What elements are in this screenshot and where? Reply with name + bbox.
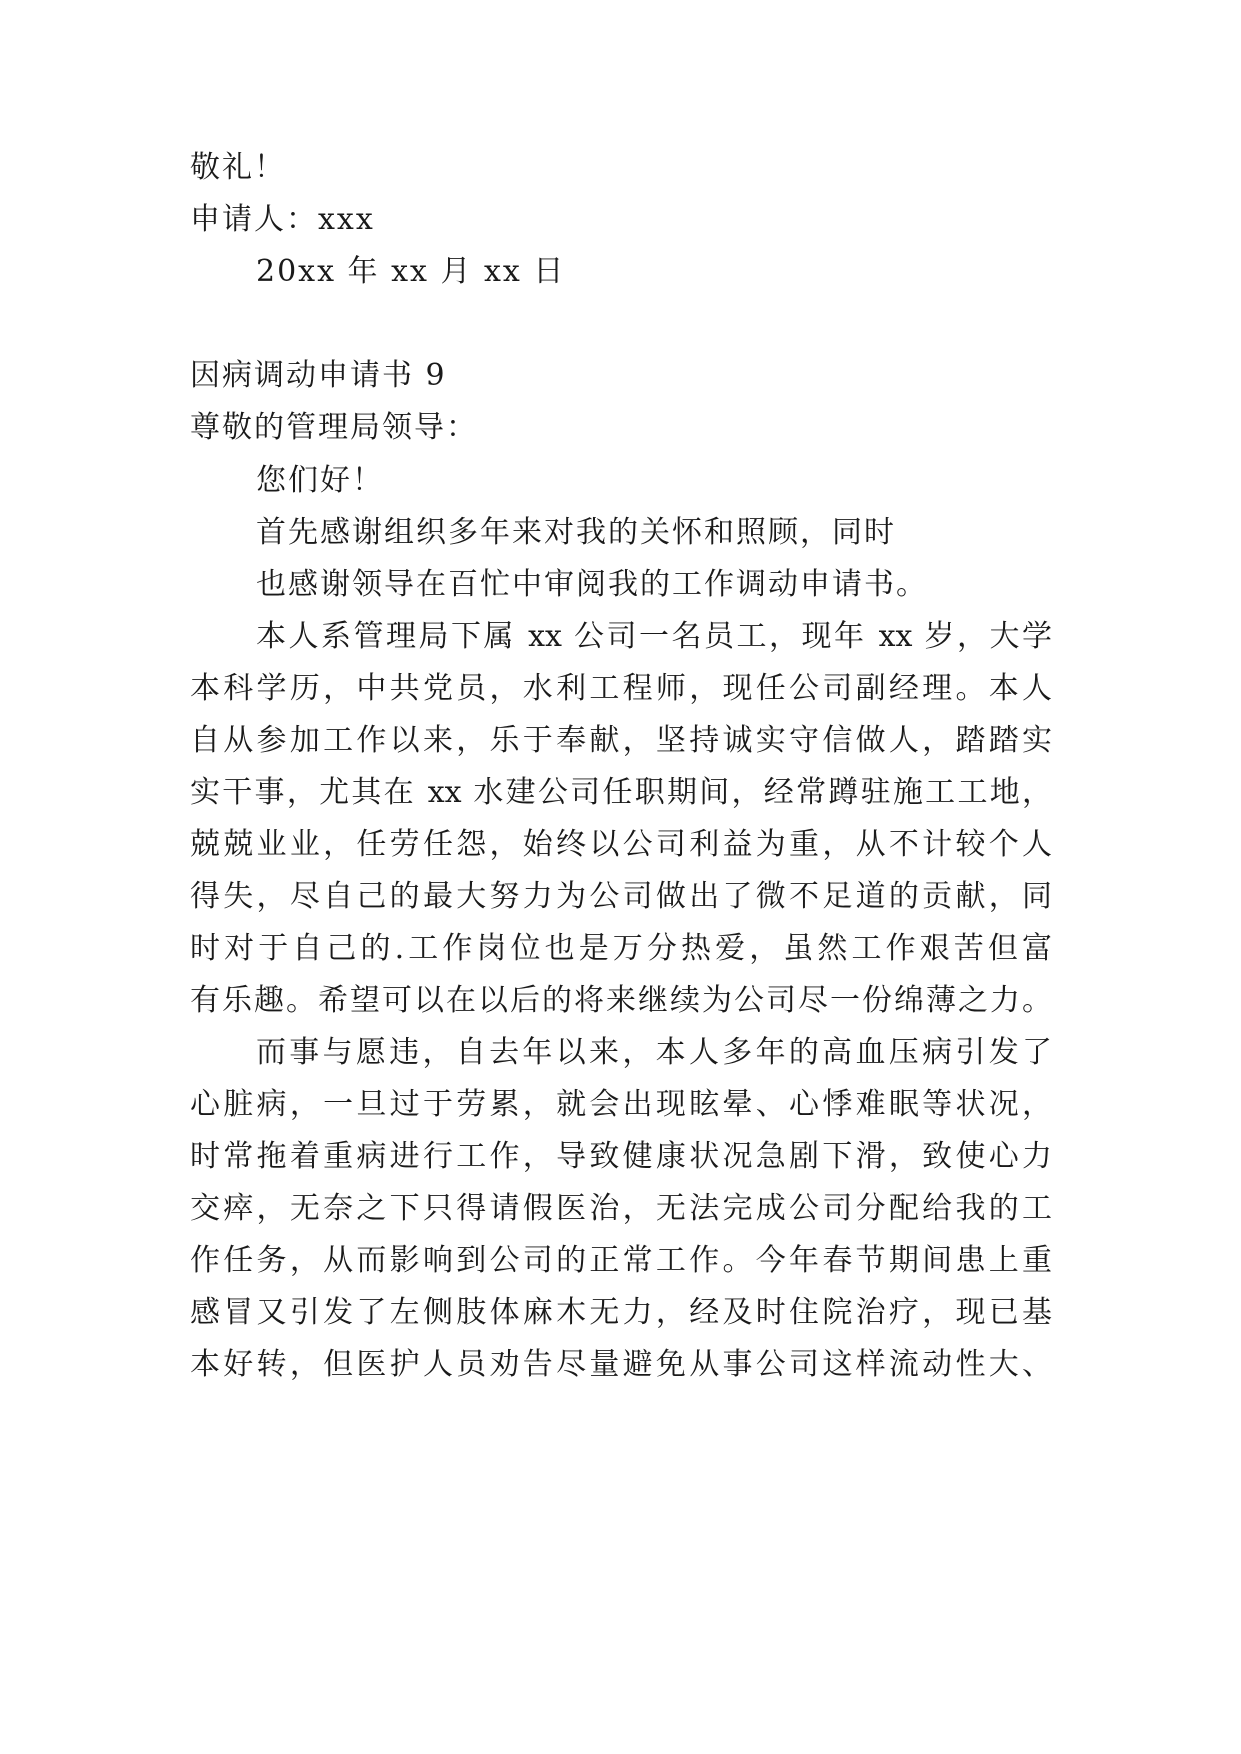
body-line: 本人系管理局下属 xx 公司一名员工，现年 xx 岁，大学 xyxy=(256,619,1052,654)
body-line: 心脏病，一旦过于劳累，就会出现眩晕、心悸难眠等状况， xyxy=(190,1087,1052,1122)
body-line: 交瘁，无奈之下只得请假医治，无法完成公司分配给我的工 xyxy=(190,1191,1052,1226)
body-line: 实干事，尤其在 xx 水建公司任职期间，经常蹲驻施工工地， xyxy=(190,775,1052,810)
letter-recipient: 尊敬的管理局领导： xyxy=(190,410,478,445)
body-line: 时常拖着重病进行工作，导致健康状况急剧下滑，致使心力 xyxy=(190,1139,1052,1174)
body-line: 也感谢领导在百忙中审阅我的工作调动申请书。 xyxy=(256,567,928,602)
letter-greeting: 您们好！ xyxy=(256,463,384,498)
body-line: 自从参加工作以来，乐于奉献，坚持诚实守信做人，踏踏实 xyxy=(190,723,1052,758)
application-date: 20xx 年 xx 月 xx 日 xyxy=(256,254,566,289)
body-line: 作任务，从而影响到公司的正常工作。今年春节期间患上重 xyxy=(190,1243,1052,1278)
closing-salute: 敬礼！ xyxy=(190,150,286,185)
letter-title: 因病调动申请书 9 xyxy=(190,358,447,393)
body-line: 首先感谢组织多年来对我的关怀和照顾，同时 xyxy=(256,515,896,550)
applicant-signature: 申请人：xxx xyxy=(190,202,375,237)
body-line: 而事与愿违，自去年以来，本人多年的高血压病引发了 xyxy=(256,1035,1052,1070)
body-line: 时对于自己的.工作岗位也是万分热爱，虽然工作艰苦但富 xyxy=(190,931,1052,966)
body-line: 有乐趣。希望可以在以后的将来继续为公司尽一份绵薄之力。 xyxy=(190,983,1052,1018)
body-line: 本好转，但医护人员劝告尽量避免从事公司这样流动性大、 xyxy=(190,1347,1052,1382)
body-line: 本科学历，中共党员，水利工程师，现任公司副经理。本人 xyxy=(190,671,1052,706)
body-line: 得失，尽自己的最大努力为公司做出了微不足道的贡献，同 xyxy=(190,879,1052,914)
body-line: 感冒又引发了左侧肢体麻木无力，经及时住院治疗，现已基 xyxy=(190,1295,1052,1330)
body-line: 兢兢业业，任劳任怨，始终以公司利益为重，从不计较个人 xyxy=(190,827,1052,862)
